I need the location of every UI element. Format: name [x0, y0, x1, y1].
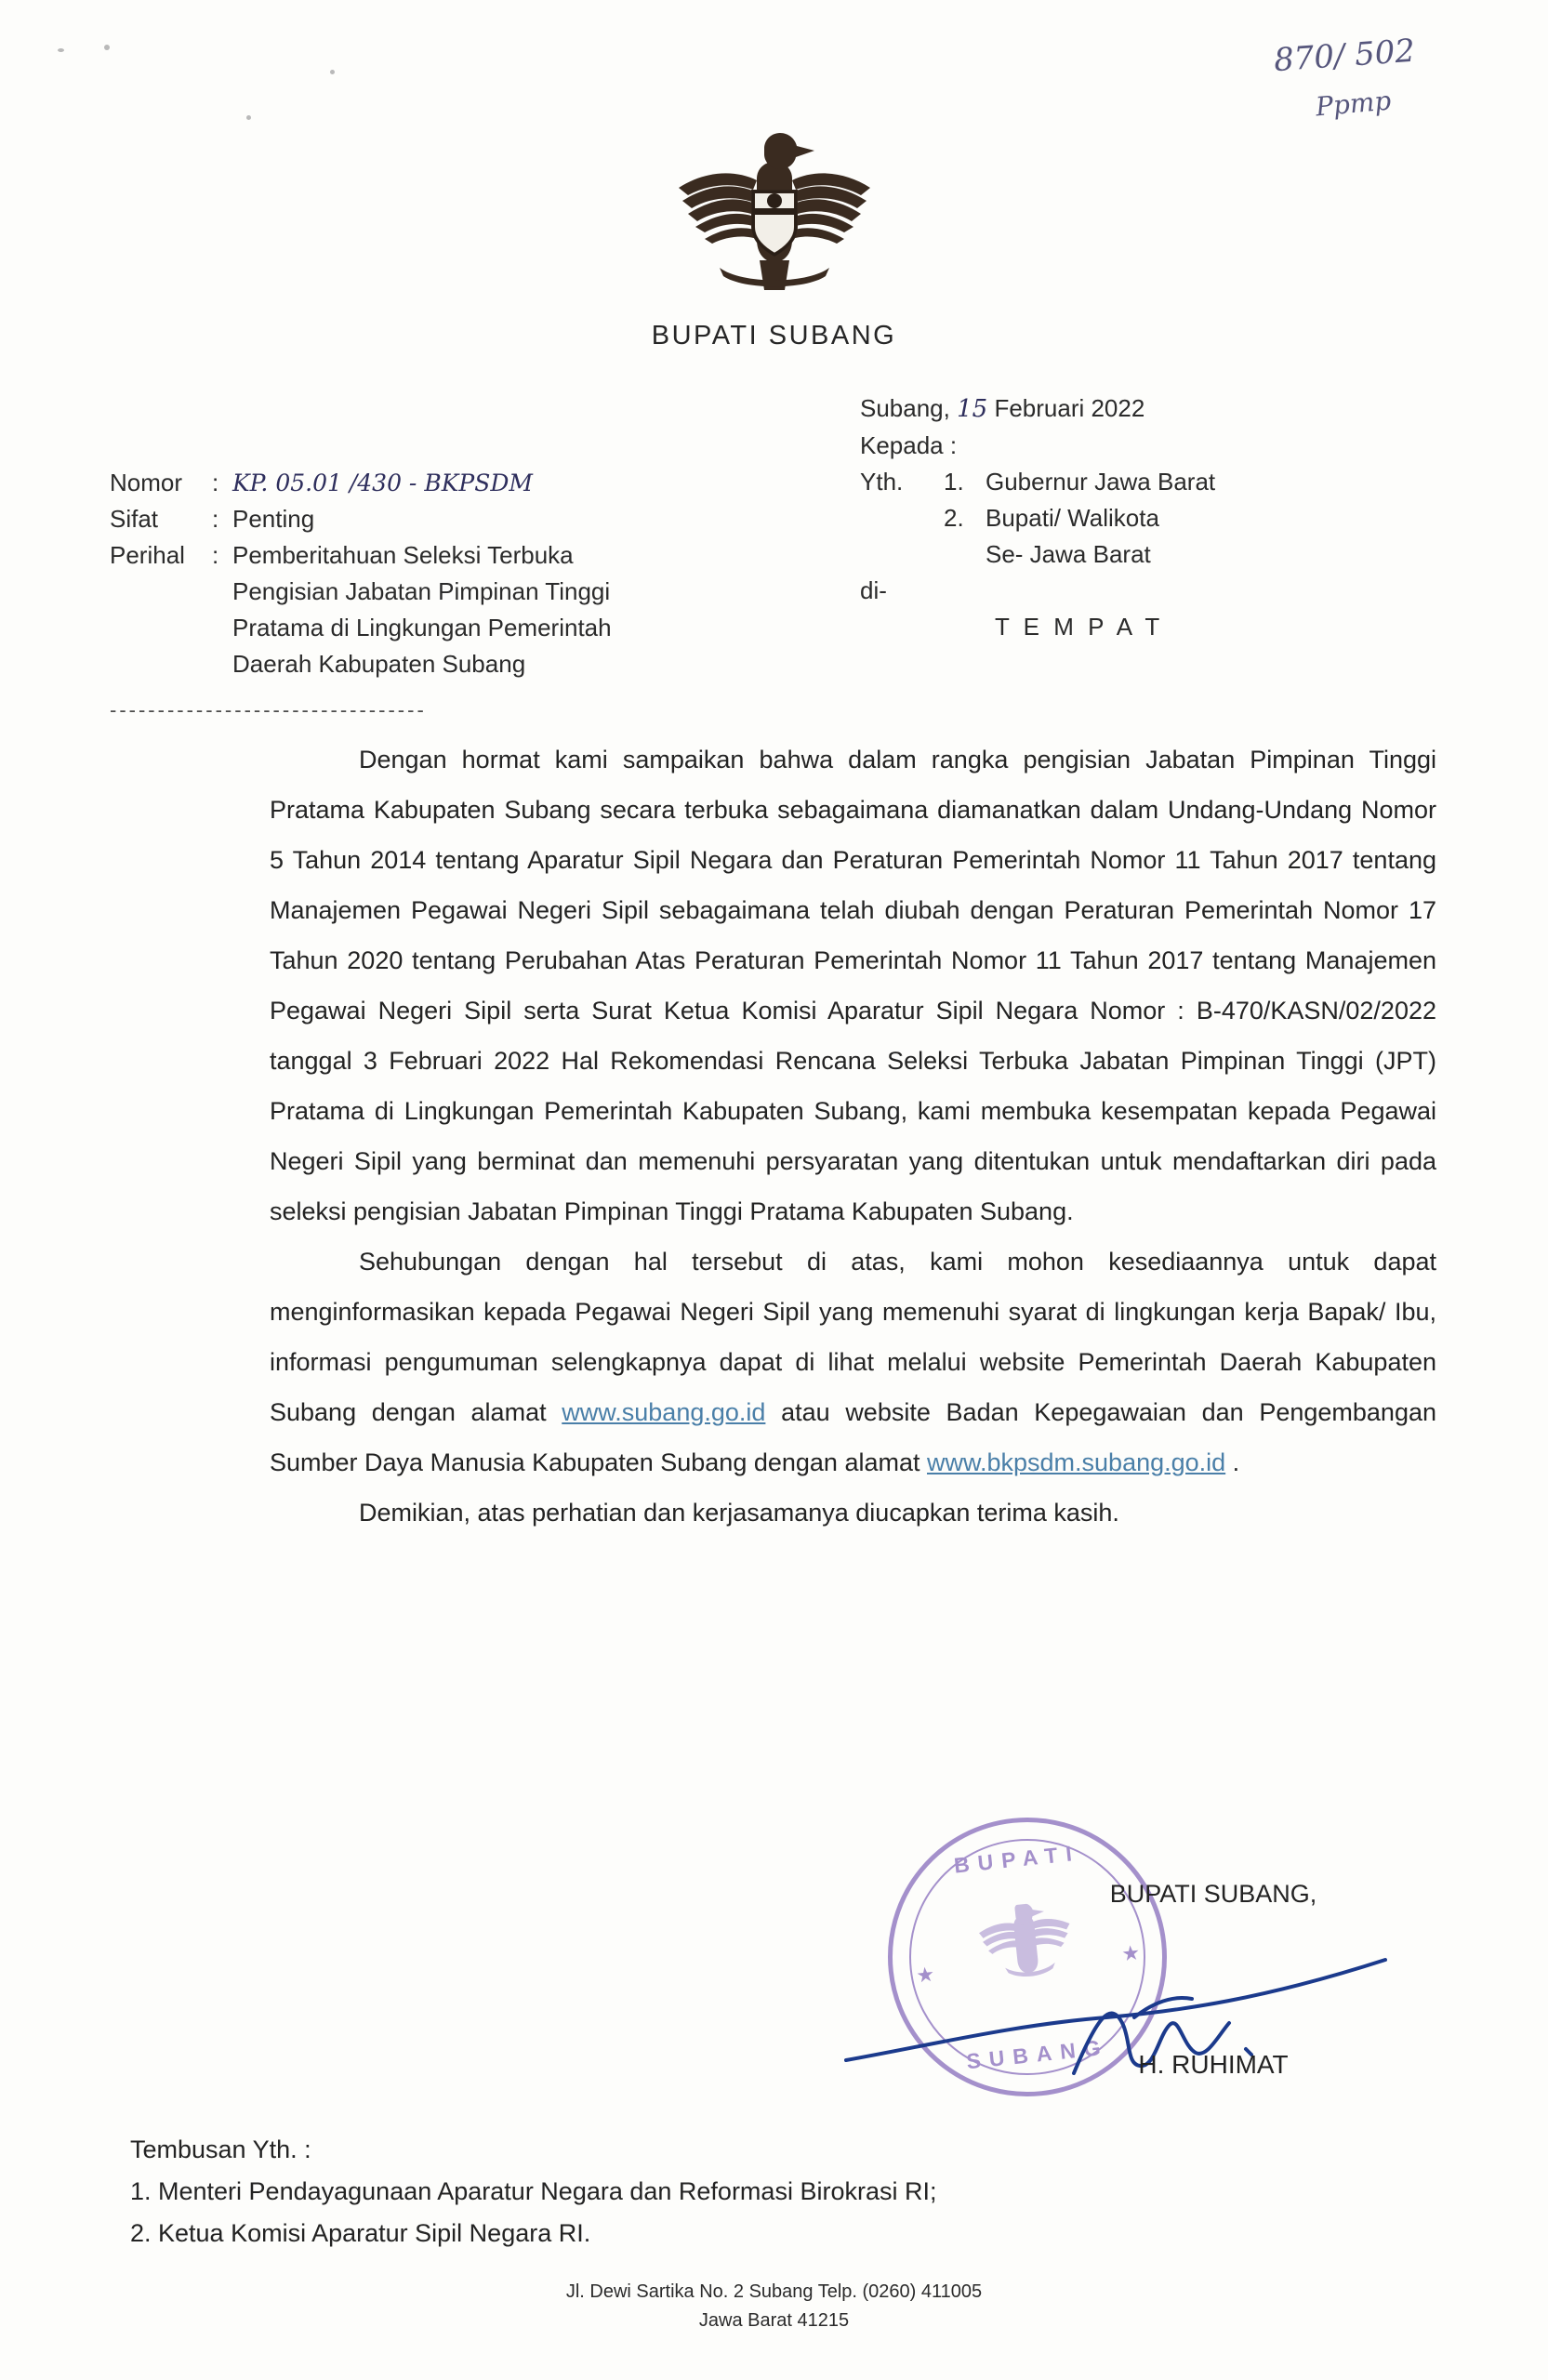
letter-body [270, 734, 1436, 1538]
footer-address-line: Jl. Dewi Sartika No. 2 Subang Telp. (0260) 411005 [565, 2281, 983, 2302]
place-and-date [860, 390, 1455, 428]
stamp-top-text: BUPATI [952, 1840, 1081, 1878]
tembusan-item: 1. Menteri Pendayagunaan Aparatur Negara dan Reformasi Birokrasi RI; [130, 2177, 937, 2205]
perihal-line: Daerah Kabupaten Subang [232, 650, 526, 678]
sifat-value: Penting [232, 505, 315, 533]
perihal-line: Pratama di Lingkungan Pemerintah [232, 614, 612, 641]
handwritten-file-code: 870/ 502 [1272, 32, 1417, 80]
paragraph-2-part-a: Sehubungan dengan hal tersebut di atas, kami mohon kesediaannya untuk dapat menginformasikan kepada Pegawai Negeri Sipil yang memenuhi syarat di lingkungan kerja Bapak/ Ibu, informasi pengumuman selengkapnya dapat di lihat melalui website Pemerintah Daerah Kabupaten Subang dengan alamat [270, 1248, 1436, 1426]
letter-address-block [860, 390, 1455, 645]
paragraph-2-part-b: atau website Badan Kepegawaian dan Pengembangan Sumber Daya Manusia Kabupaten Subang dengan alamat [270, 1398, 1436, 1476]
yth-label: Yth. [860, 468, 904, 496]
perihal-value [232, 537, 705, 682]
nomor-value: KP. 05.01 /430 - BKPSDM [232, 469, 533, 496]
perihal-label: Perihal [110, 541, 185, 569]
handwritten-file-subcode: Ppmp [1314, 85, 1393, 123]
meta-row-sifat [110, 501, 705, 537]
spacer [860, 500, 944, 536]
meta-row-perihal [110, 537, 705, 682]
tembusan-heading: Tembusan Yth. : [130, 2135, 311, 2163]
meta-row-nomor [110, 465, 705, 501]
recipient-text: Bupati/ Walikota [986, 504, 1159, 532]
footer-region-line: Jawa Barat 41215 [698, 2310, 850, 2331]
paragraph-2-part-c: . [1225, 1448, 1240, 1476]
recipient-text: Gubernur Jawa Barat [986, 468, 1216, 496]
tembusan-item: 2. Ketua Komisi Aparatur Sipil Negara RI. [130, 2219, 591, 2247]
stamp-bottom-text: SUBANG [965, 2034, 1110, 2074]
link-subang-website[interactable]: www.subang.go.id [562, 1398, 766, 1426]
spacer [944, 536, 986, 573]
recipient-number: 1. [944, 468, 964, 496]
scan-speck [246, 115, 251, 120]
signatory-name: H. RUHIMAT [1138, 2050, 1289, 2079]
stamp-star-icon: ★ [915, 1962, 936, 1988]
nomor-label: Nomor [110, 469, 183, 496]
stamp-star-icon: ★ [1120, 1940, 1142, 1966]
recipient-subrow [860, 536, 1455, 573]
recipient-row [860, 464, 1455, 500]
scan-speck [104, 45, 110, 50]
recipient-sub: Se- Jawa Barat [986, 540, 1151, 568]
date-rest: Februari 2022 [994, 394, 1145, 422]
spacer [860, 536, 944, 573]
date-day-handwritten: 15 [957, 395, 988, 423]
link-bkpsdm-website[interactable]: www.bkpsdm.subang.go.id [926, 1448, 1226, 1476]
body-paragraph-3: Demikian, atas perhatian dan kerjasamanya diucapkan terima kasih. [359, 1499, 1119, 1527]
tempat-label: T E M P A T [995, 613, 1164, 641]
tembusan-block [130, 2129, 936, 2254]
page-title: BUPATI SUBANG [651, 321, 897, 350]
meta-colon: : [212, 469, 219, 496]
signature-title: BUPATI SUBANG, [1109, 1880, 1317, 1908]
document-footer [0, 2278, 1548, 2335]
meta-colon: : [212, 541, 219, 569]
recipient-row [860, 500, 1455, 536]
garuda-pancasila-emblem [0, 130, 1548, 298]
meta-divider: --------------------------------- [110, 698, 427, 721]
body-paragraph-2 [270, 1236, 1436, 1488]
meta-colon: : [212, 505, 219, 533]
perihal-line: Pengisian Jabatan Pimpinan Tinggi [232, 577, 611, 605]
place-label: Subang, [860, 394, 950, 422]
scan-speck [58, 48, 64, 52]
perihal-line: Pemberitahuan Seleksi Terbuka [232, 541, 574, 569]
kepada-label: Kepada : [860, 431, 958, 459]
letter-meta-left [110, 465, 705, 728]
sifat-label: Sifat [110, 505, 159, 533]
body-paragraph-1: Dengan hormat kami sampaikan bahwa dalam rangka pengisian Jabatan Pimpinan Tinggi Pratama Kabupaten Subang secara terbuka sebagaimana diamanatkan dalam Undang-Undang Nomor 5 Tahun 2014 tentang Aparatur Sipil Negara dan Peraturan Pemerintah Nomor 11 Tahun 2017 tentang Manajemen Pegawai Negeri Sipil sebagaimana telah diubah dengan Peraturan Pemerintah Nomor 17 Tahun 2020 tentang Perubahan Atas Peraturan Pemerintah Nomor 11 Tahun 2017 tentang Manajemen Pegawai Negeri Sipil serta Surat Ketua Komisi Aparatur Sipil Negara Nomor : B-470/KASN/02/2022 tanggal 3 Februari 2022 Hal Rekomendasi Rencana Seleksi Terbuka Jabatan Pimpinan Tinggi (JPT) Pratama di Lingkungan Pemerintah Kabupaten Subang, kami membuka kesempatan kepada Pegawai Negeri Sipil yang berminat dan memenuhi persyaratan yang ditentukan untuk mendaftarkan diri pada seleksi pengisian Jabatan Pimpinan Tinggi Pratama Kabupaten Subang. [270, 746, 1436, 1225]
scan-speck [330, 70, 335, 74]
di-label: di- [860, 576, 887, 604]
recipient-number: 2. [944, 504, 964, 532]
